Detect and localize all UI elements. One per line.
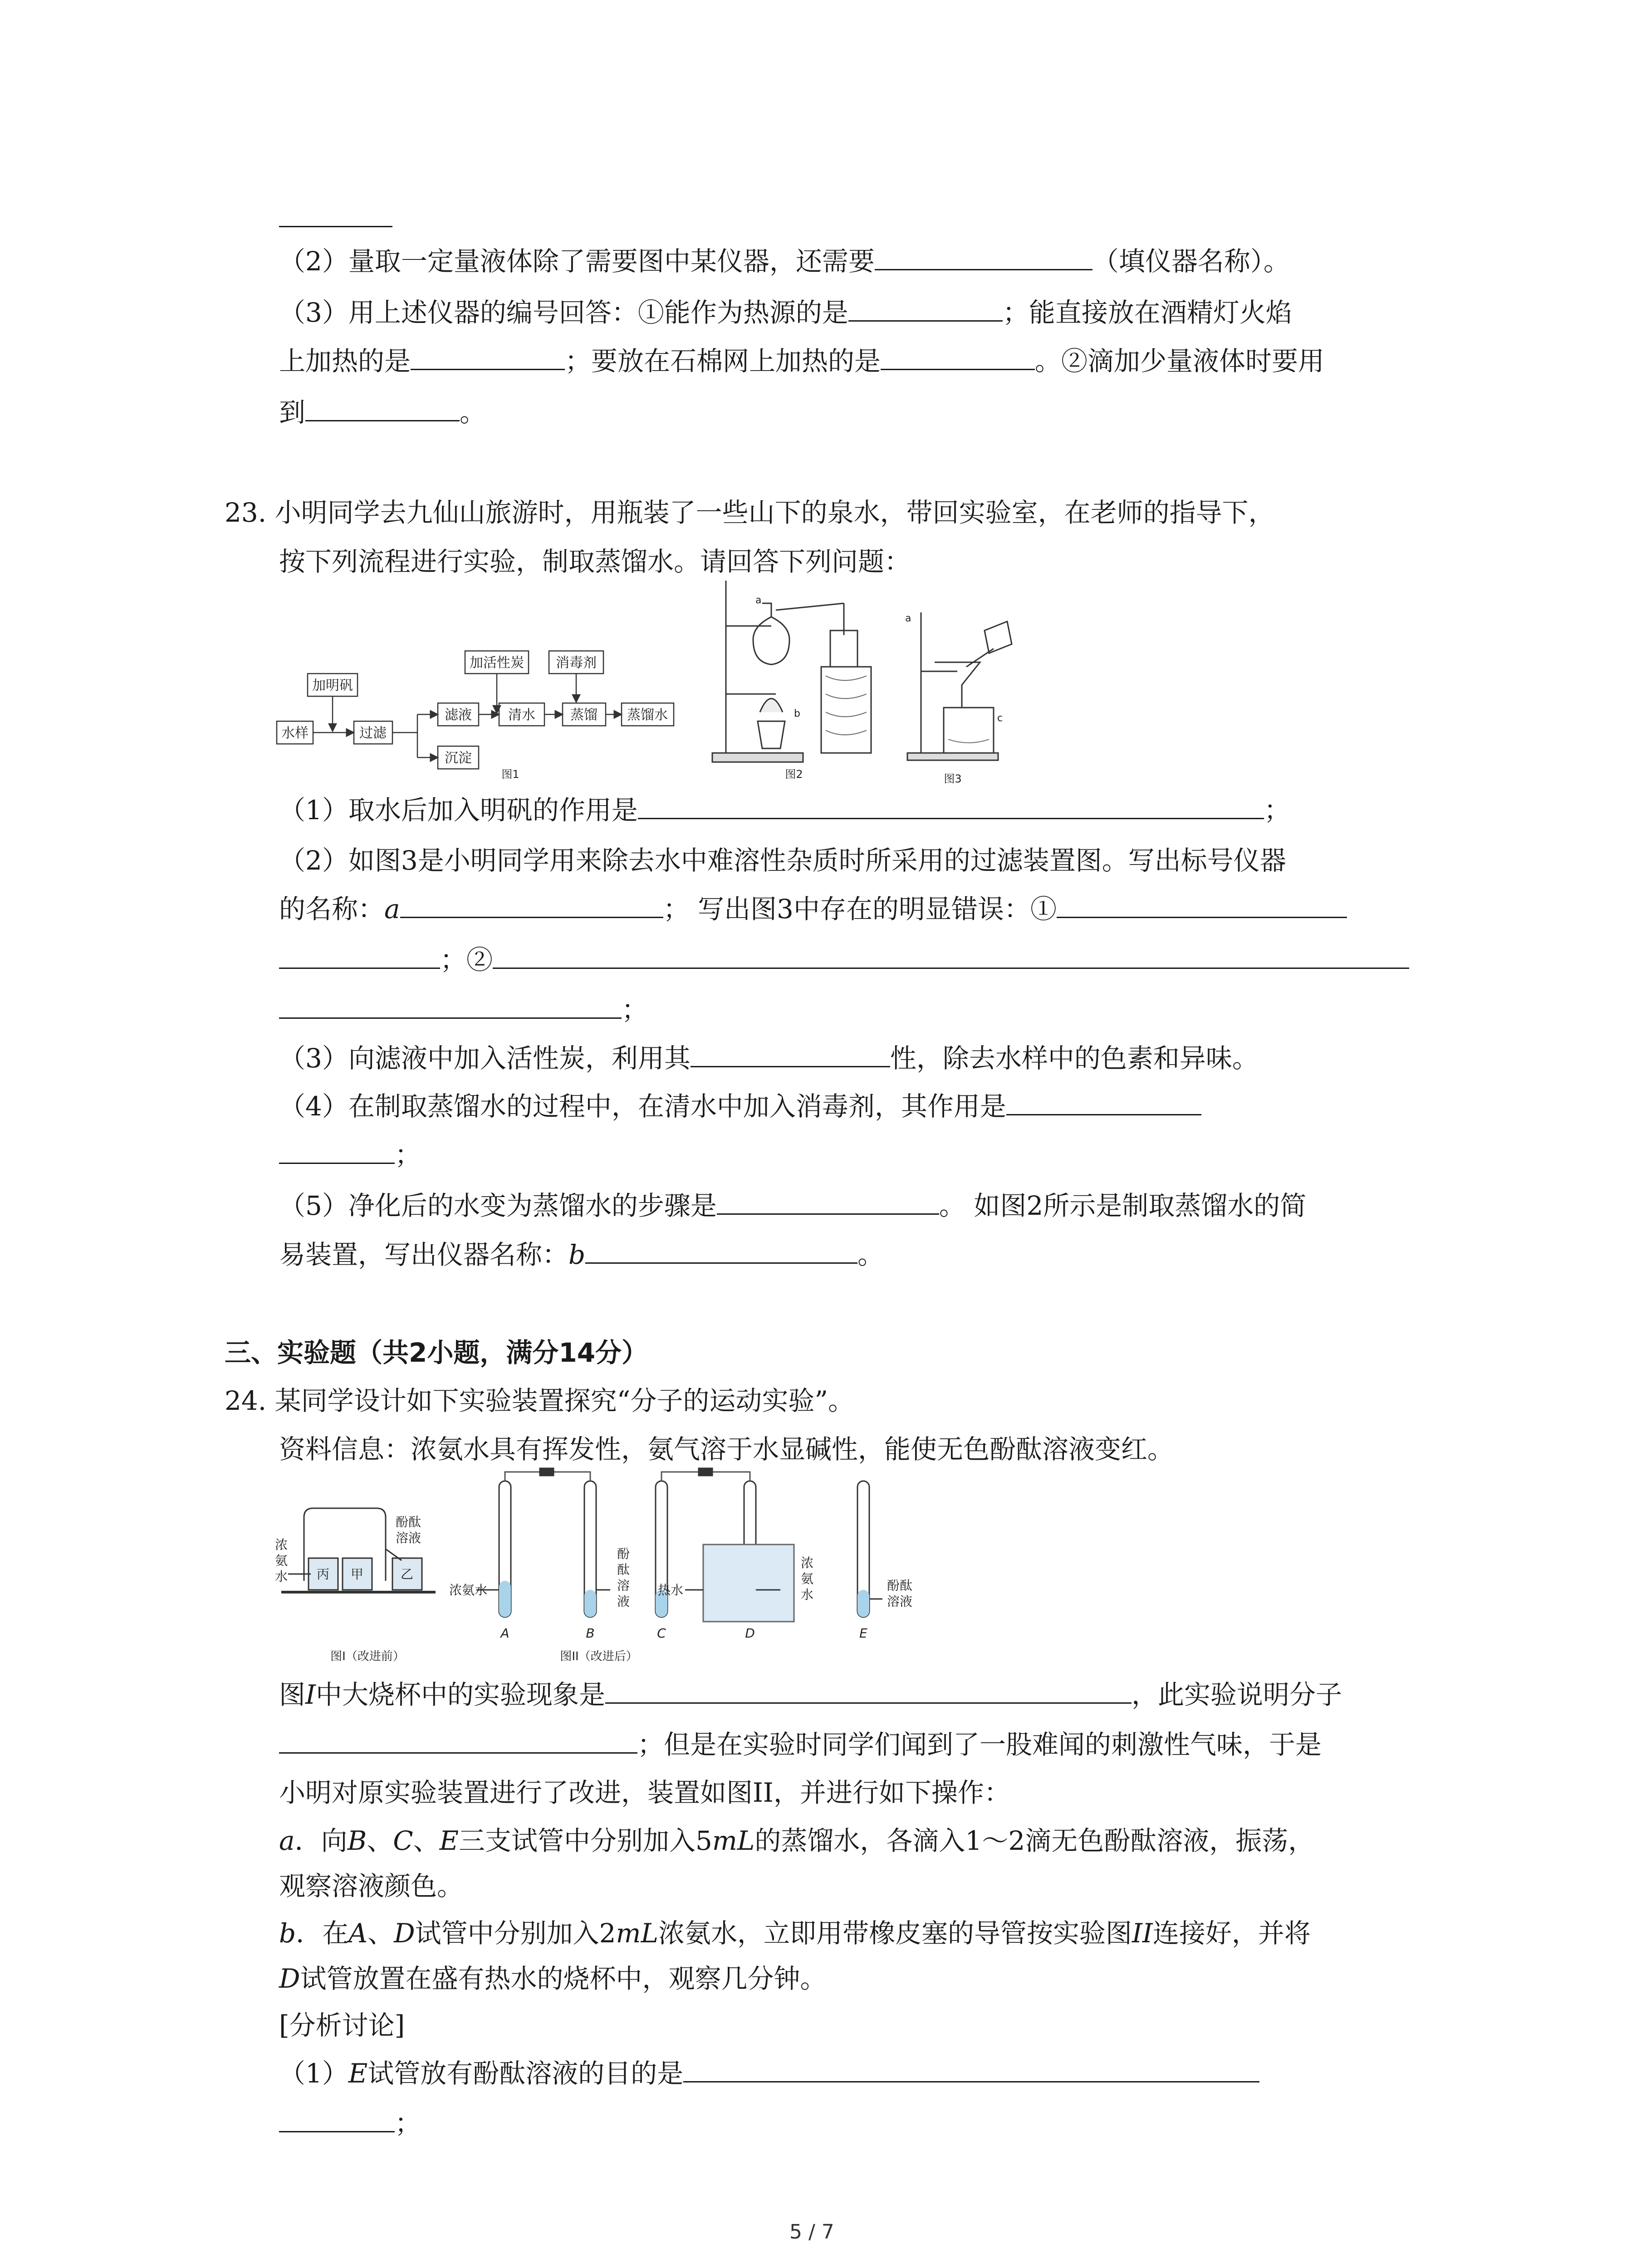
figII-phenol-e2: 溶液 — [887, 1594, 913, 1609]
q23-sub2-line4: ； — [279, 991, 648, 1028]
page-number: 5 / 7 — [789, 2220, 834, 2244]
answer-blank[interactable] — [585, 1236, 857, 1264]
flow-sediment: 沉淀 — [445, 750, 472, 766]
q24-stem-line2: 资料信息：浓氨水具有挥发性，氨气溶于水显碱性，能使无色酚酞溶液变红。 — [279, 1434, 1174, 1465]
figII-ammonia-3: 水 — [801, 1587, 814, 1602]
figII-ammonia-1: 浓 — [801, 1555, 814, 1570]
q23-sub1: （1）取水后加入明矾的作用是 ； — [279, 792, 1290, 828]
q23-sub4-line2: ； — [279, 1136, 421, 1173]
figII-label-D: D — [745, 1626, 755, 1641]
q24-para2: ；但是在实验时同学们闻到了一股难闻的刺激性气味，于是 — [279, 1726, 1322, 1763]
answer-blank[interactable] — [683, 2055, 1259, 2082]
fig2-label-b: b — [794, 708, 800, 719]
q22-part2: （2）量取一定量液体除了需要图中某仪器，还需要 （填仪器名称）。 — [279, 243, 1290, 279]
fig2-label-a: a — [755, 595, 762, 606]
flow-filtrate: 滤液 — [445, 707, 472, 723]
fig2-caption: 图2 — [785, 768, 803, 781]
prev-answer-blank — [279, 200, 392, 236]
q24-discussion-1-line1: （1）E试管放有酚酞溶液的目的是 — [279, 2055, 1259, 2092]
flow-filter: 过滤 — [359, 725, 387, 741]
figII-label-C: C — [657, 1626, 666, 1641]
figI-caption: 图I（改进前） — [330, 1650, 405, 1663]
flow-distilled-water: 蒸馏水 — [627, 707, 668, 723]
q23-sub5-line1: （5）净化后的水变为蒸馏水的步骤是 。 如图2所示是制取蒸馏水的简 — [279, 1187, 1306, 1224]
q23-sub2-line3: ；② — [279, 941, 1409, 978]
q24-discussion-1-line2: ； — [279, 2105, 421, 2141]
figII-ammonia: 浓氨水 — [449, 1583, 488, 1598]
q22-part3-line3: 到 。 — [279, 394, 486, 430]
filtration-figure3 — [898, 603, 1016, 794]
fig3-caption: 图3 — [944, 772, 962, 785]
figII-phenol-2: 酞 — [617, 1562, 630, 1577]
answer-blank[interactable] — [493, 941, 1409, 969]
q23-stem-line1: 23. 小明同学去九仙山旅游时，用瓶装了一些山下的泉水，带回实验室，在老师的指导下， — [225, 497, 1275, 528]
flow-water-sample: 水样 — [281, 725, 309, 741]
flow-clear-water: 清水 — [508, 707, 535, 723]
answer-blank[interactable] — [411, 342, 565, 370]
figII-phenol-3: 溶 — [617, 1578, 630, 1593]
figI-ammonia-3: 水 — [274, 1569, 288, 1584]
figII-caption: 图II（改进后） — [560, 1650, 638, 1663]
figII-phenol-4: 液 — [617, 1594, 630, 1609]
figI-bing: 丙 — [316, 1567, 330, 1582]
figI-phenol-1: 酚酞 — [395, 1515, 421, 1530]
answer-blank[interactable] — [881, 342, 1035, 370]
answer-blank[interactable] — [1006, 1088, 1201, 1115]
figII-label-E: E — [859, 1626, 867, 1641]
figII-phenol-e1: 酚酞 — [887, 1578, 913, 1593]
answer-blank[interactable] — [875, 243, 1092, 270]
figI-ammonia-1: 浓 — [274, 1537, 288, 1552]
answer-blank[interactable] — [400, 890, 663, 918]
q22-part3-line2: 上加热的是 ；要放在石棉网上加热的是 。②滴加少量液体时要用 — [279, 342, 1324, 379]
q23-sub3: （3）向滤液中加入活性炭，利用其 性，除去水样中的色素和异味。 — [279, 1040, 1259, 1076]
q24-step-a-line1: a．向B、C、E三支试管中分别加入5mL的蒸馏水，各滴入1～2滴无色酚酞溶液，振荡， — [279, 1825, 1315, 1856]
answer-blank[interactable] — [305, 394, 460, 421]
flow-carbon: 加活性炭 — [470, 655, 524, 671]
section-title: 三、实验题（共2小题，满分14分） — [225, 1337, 648, 1368]
figII-label-A: A — [500, 1626, 509, 1641]
figI-ammonia-2: 氨 — [274, 1553, 288, 1568]
q23-sub4-line1: （4）在制取蒸馏水的过程中，在清水中加入消毒剂，其作用是 — [279, 1088, 1201, 1124]
fig3-label-c: c — [997, 713, 1003, 724]
figII-hot-water: 热水 — [658, 1583, 684, 1598]
q22-part3-line1: （3）用上述仪器的编号回答：①能作为热源的是 ；能直接放在酒精灯火焰 — [279, 294, 1292, 331]
answer-blank[interactable] — [279, 2105, 395, 2132]
q24-para1: 图I中大烧杯中的实验现象是 ，此实验说明分子 — [279, 1676, 1342, 1713]
figI-jia: 甲 — [350, 1567, 364, 1582]
molecule-figureII — [449, 1467, 962, 1667]
answer-blank[interactable] — [691, 1040, 890, 1067]
molecule-figureI — [272, 1486, 472, 1667]
q23-sub2-line2: 的名称：a ； 写出图3中存在的明显错误：① — [279, 890, 1347, 927]
figII-phenol-1: 酚 — [617, 1546, 630, 1561]
answer-blank[interactable] — [279, 941, 440, 969]
figII-label-B: B — [586, 1626, 595, 1641]
q23-sub2-line1: （2）如图3是小明同学用来除去水中难溶性杂质时所采用的过滤装置图。写出标号仪器 — [279, 845, 1286, 876]
flow-alum: 加明矾 — [312, 678, 353, 694]
flow-disinfectant: 消毒剂 — [556, 655, 597, 671]
answer-blank[interactable] — [605, 1676, 1132, 1704]
flowchart-figure1 — [272, 631, 726, 798]
q24-stem-line1: 24. 某同学设计如下实验装置探究“分子的运动实验”。 — [225, 1385, 854, 1416]
figI-phenol-2: 溶液 — [395, 1530, 421, 1545]
q23-stem-line2: 按下列流程进行实验，制取蒸馏水。请回答下列问题： — [279, 546, 911, 577]
q24-discussion-heading: [分析讨论] — [279, 2010, 405, 2041]
answer-blank[interactable] — [279, 991, 622, 1019]
answer-blank[interactable] — [1057, 890, 1347, 918]
q24-step-b-line1: b．在A、D试管中分别加入2mL浓氨水，立即用带橡皮塞的导管按实验图II连接好，并将 — [279, 1918, 1311, 1949]
answer-blank[interactable] — [717, 1187, 939, 1215]
figII-ammonia-2: 氨 — [801, 1571, 814, 1586]
figI-yi: 乙 — [400, 1567, 414, 1582]
distillation-figure2 — [708, 576, 898, 789]
q24-step-b-line2: D试管放置在盛有热水的烧杯中，观察几分钟。 — [279, 1963, 827, 1994]
q24-para3: 小明对原实验装置进行了改进，装置如图II，并进行如下操作： — [279, 1777, 1010, 1808]
answer-blank[interactable] — [638, 792, 1264, 819]
fig3-label-a: a — [905, 613, 911, 624]
q23-sub5-line2: 易装置，写出仪器名称：b 。 — [279, 1236, 884, 1273]
answer-blank[interactable] — [848, 294, 1003, 322]
fig1-caption: 图1 — [501, 768, 519, 781]
answer-blank[interactable] — [279, 1136, 395, 1164]
q24-step-a-line2: 观察溶液颜色。 — [279, 1871, 464, 1901]
answer-blank[interactable] — [279, 1726, 637, 1754]
flow-distill: 蒸馏 — [570, 707, 598, 723]
